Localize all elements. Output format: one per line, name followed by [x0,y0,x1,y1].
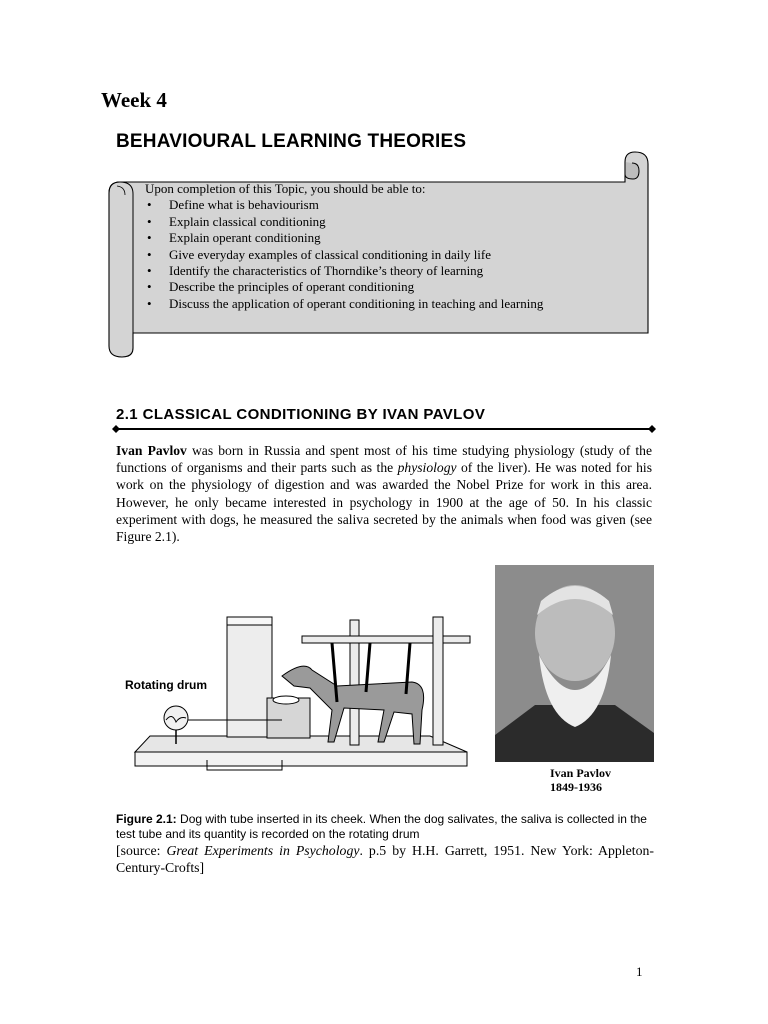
section-divider [112,423,656,435]
topic-title: BEHAVIOURAL LEARNING THEORIES [116,131,467,152]
portrait-name: Ivan Pavlov [550,766,612,780]
portrait-caption [550,766,611,794]
objective-item: • Define what is behaviourism [145,197,543,213]
objective-item: • Discuss the application of operant conditioning in teaching and learning [145,296,543,312]
objectives-intro: Upon completion of this Topic, you should be able to: [145,181,426,196]
portrait-years: 1849-1936 [550,780,602,794]
objective-item: • Describe the principles of operant conditioning [145,279,543,295]
section-heading: 2.1 CLASSICAL CONDITIONING BY IVAN PAVLOV [116,406,486,423]
objectives-list [145,197,543,312]
source-title: Great Experiments in Psychology [166,843,360,858]
figure-source: [source: Great Experiments in Psychology. p.5 by H.H. Garrett, 1951. New York: Appleton-Century-Crofts] [116,843,654,875]
pavlov-name: Ivan Pavlov [116,443,187,458]
objective-item: • Give everyday examples of classical conditioning in daily life [145,247,543,263]
figure-caption: Figure 2.1: Dog with tube inserted in its cheek. When the dog salivates, the saliva is collected in the test tube and its quantity is recorded on the rotating drum [116,812,647,841]
rotating-drum-label: Rotating drum [125,678,207,692]
figure-label: Figure 2.1: [116,812,177,826]
objective-item: • Explain classical conditioning [145,214,543,230]
objective-item: • Explain operant conditioning [145,230,543,246]
physiology-emphasis: physiology [397,460,457,476]
objective-item: • Identify the characteristics of Thorndike’s theory of learning [145,263,543,279]
pavlov-paragraph: Ivan Pavlov was born in Russia and spent most of his time studying physiology (study of the functions of organisms and their parts such as the physiology of the liver). He was noted for his work on the physiology of digestion and was awarded the Nobel Prize for work in this area. However, he only became interested in psychology in 1900 at the age of 50. In his classic experiment with dogs, he measured the saliva secreted by the animals when food was given (see Figure 2.1). [116,443,652,545]
learning-objectives-scroll [105,150,655,360]
pavlov-portrait-image [495,565,654,762]
pavlov-apparatus-illustration [122,612,472,787]
week-heading: Week 4 [101,88,167,112]
page-number: 1 [636,964,643,979]
